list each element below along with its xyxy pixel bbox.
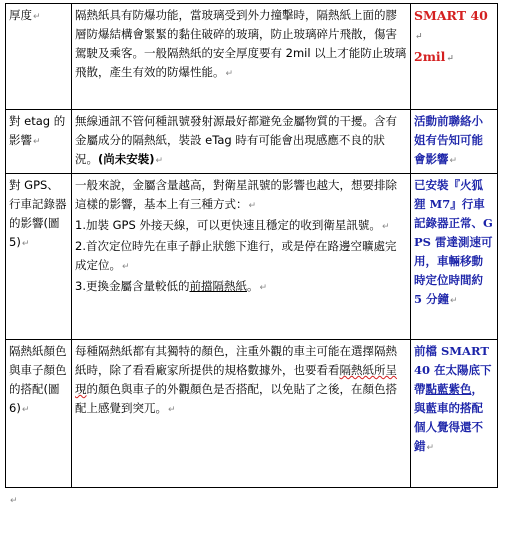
table-row bbox=[6, 110, 498, 174]
row-body: 隔熱紙具有防爆功能，當玻璃受到外力撞擊時，隔熱紙上面的膠層防爆結構會緊緊的黏住破碎的玻璃，防止玻璃碎片飛散，傷害駕駛及乘客。一般隔熱紙的安全厚度要有 2mil 以上才能防止玻璃飛散，產生有效的防爆性能。↵ bbox=[72, 4, 411, 110]
row-label: 隔熱紙顏色與車子顏色的搭配(圖 6)↵ bbox=[6, 340, 72, 488]
row-note: 已安裝『火狐狸 M7』行車記錄器正常、GPS 雷達測速可用，車輛移動時定位時間約 5 分鐘↵ bbox=[411, 174, 498, 340]
row-body: 一般來說，金屬含量越高，對衛星訊號的影響也越大，想要排除這樣的影響，基本上有三種方式：↵ 1.加裝 GPS 外接天線，可以更快速且穩定的收到衛星訊號。↵ 2.首次定位時先在車子靜止狀態下進行，或是停在路邊空曠處完成定位。↵ 3.更換金屬含量較低的前擋隔熱紙。↵ bbox=[72, 174, 411, 340]
table-row bbox=[6, 174, 498, 340]
table-row bbox=[6, 4, 498, 110]
row-label: 對 etag 的影響↵ bbox=[6, 110, 72, 174]
row-note: 前檔 SMART40 在太陽底下帶點藍紫色，與藍車的搭配個人覺得還不錯↵ bbox=[411, 340, 498, 488]
row-label: 厚度↵ bbox=[6, 4, 72, 110]
row-body: 無線通訊不管何種訊號發射源最好都避免金屬物質的干擾。含有金屬成分的隔熱紙，裝設 eTag 時有可能會出現感應不良的狀況。(尚未安裝)↵ bbox=[72, 110, 411, 174]
row-note: SMART 40↵ 2mil↵ bbox=[411, 4, 498, 110]
row-label: 對 GPS、行車記錄器的影響(圖 5)↵ bbox=[6, 174, 72, 340]
row-note: 活動前聯絡小姐有告知可能會影響↵ bbox=[411, 110, 498, 174]
row-body: 每種隔熱紙都有其獨特的顏色，注重外觀的車主可能在選擇隔熱紙時，除了看看廠家所提供的規格數據外，也要看看隔熱紙所呈現的顏色與車子的外觀顏色是否搭配，以免貼了之後，在顏色搭配上感覺到突兀。↵ bbox=[72, 340, 411, 488]
spec-table bbox=[5, 3, 498, 488]
table-row bbox=[6, 340, 498, 488]
paragraph-mark: ↵ bbox=[10, 496, 18, 506]
